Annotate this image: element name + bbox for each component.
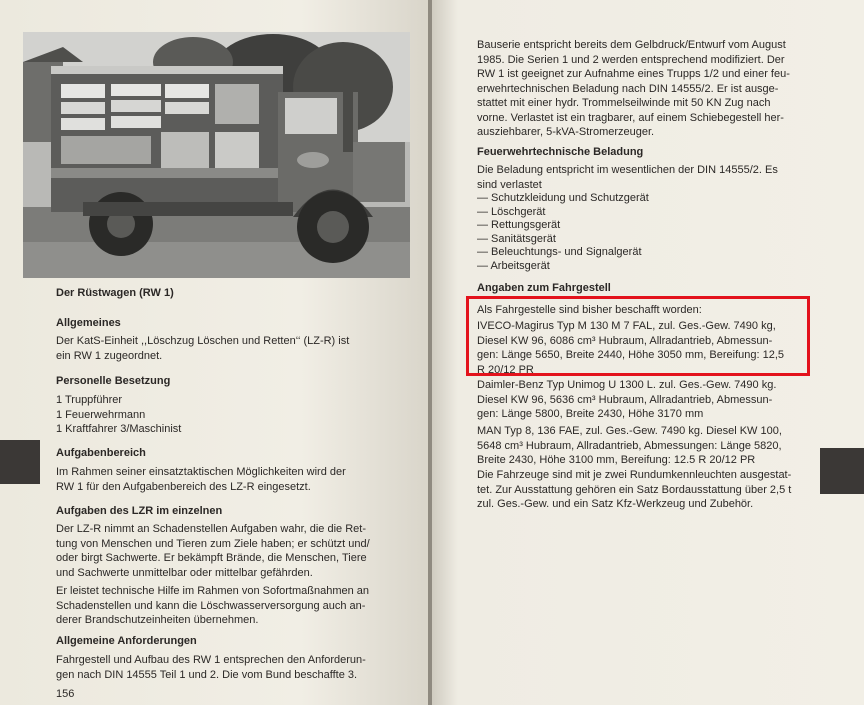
heading-besetzung: Personelle Besetzung — [56, 375, 171, 387]
fahrgestell-intro — [477, 303, 799, 318]
iveco-spec — [477, 319, 799, 377]
aufgabenbereich-text — [56, 465, 374, 494]
list-item: — Schutzkleidung und Schutzgerät — [477, 192, 649, 204]
list-item: — Sanitätsgerät — [477, 232, 556, 245]
text-line: tet. Zur Ausstattung gehören ein Satz Bordausstattung über 2,5 t — [477, 483, 792, 496]
text-line: 1985. Die Serien 1 und 2 werden entsprechend modifiziert. Der — [477, 53, 785, 66]
left-page — [0, 0, 430, 705]
text-line: Fahrgestell und Aufbau des RW 1 entsprechen den Anforderun- — [56, 654, 366, 666]
text-line: gen: Länge 5800, Breite 2430, Höhe 3170 mm — [477, 408, 704, 420]
text-line: MAN Typ 8, 136 FAE, zul. Ges.-Gew. 7490 kg. Diesel KW 100, — [477, 425, 782, 437]
aufgaben-lzr-para2 — [56, 584, 374, 628]
list-item: — Rettungsgerät — [477, 219, 561, 231]
text-line: Die Fahrzeuge sind mit je zwei Rundumkennleuchten ausgestat- — [477, 469, 792, 481]
text-line: Bauserie entspricht bereits dem Gelbdruck/Entwurf vom August — [477, 39, 786, 51]
text-line: ein RW 1 zugeordnet. — [56, 349, 163, 362]
aufgaben-lzr-para1 — [56, 522, 374, 580]
text-line: tung von Menschen und Tieren zum Ziele haben; er schützt und/ — [56, 537, 370, 550]
text-line: Breite 2430, Höhe 3100 mm, Bereifung: 12.5 R 20/12 PR — [477, 454, 756, 466]
text-line: Als Fahrgestelle sind bisher beschafft worden: — [477, 304, 702, 316]
text-line: Er leistet technische Hilfe im Rahmen von Sofortmaßnahmen an — [56, 585, 370, 597]
man-spec — [477, 424, 799, 468]
text-line: RW 1 ist geeignet zur Aufnahme eines Trupps 1/2 und einer feu- — [477, 68, 790, 80]
thumb-index-tab — [0, 440, 40, 484]
page-number-left: 156 — [56, 688, 75, 700]
text-line: IVECO-Magirus Typ M 130 M 7 FAL, zul. Ges.-Gew. 7490 kg, — [477, 320, 776, 332]
list-item: 1 Kraftfahrer 3/Maschinist — [56, 423, 182, 435]
intro-paragraph — [477, 38, 799, 140]
heading-anforderungen: Allgemeine Anforderungen — [56, 635, 197, 647]
text-line: Die Beladung entspricht im wesentlichen der DIN 14555/2. Es — [477, 164, 778, 176]
text-line: erwehrtechnischen Beladung nach DIN 14555/2. Er ist ausge- — [477, 82, 779, 95]
rw1-truck-illustration — [23, 32, 410, 278]
text-line: Schadenstellen und kann die Löschwasserversorgung auch an- — [56, 599, 366, 612]
heading-aufgaben-lzr: Aufgaben des LZR im einzelnen — [56, 505, 223, 517]
text-line: und Sachwerte unmittelbar oder mittelbar gefährden. — [56, 566, 313, 579]
text-line: Diesel KW 96, 5636 cm³ Hubraum, Allradantrieb, Abmessun- — [477, 393, 773, 406]
list-item: — Beleuchtungs- und Signalgerät — [477, 246, 642, 258]
text-line: Daimler-Benz Typ Unimog U 1300 L. zul. Ges.-Gew. 7490 kg. — [477, 379, 777, 391]
text-line: stattet mit einer hydr. Trommelseilwinde mit 50 KN Zug nach — [477, 97, 771, 109]
list-item: — Löschgerät — [477, 205, 546, 218]
text-line: gen: Länge 5650, Breite 2440, Höhe 3050 mm, Bereifung: 12,5 — [477, 349, 784, 361]
besetzung-list — [56, 393, 374, 437]
vehicle-photo — [23, 32, 410, 278]
text-line: Diesel KW 96, 6086 cm³ Hubraum, Allradantrieb, Abmessun- — [477, 334, 773, 347]
heading-beladung: Feuerwehrtechnische Beladung — [477, 146, 644, 158]
text-line: RW 1 für den Aufgabenbereich des LZ-R eingesetzt. — [56, 480, 311, 493]
text-line: zul. Ges.-Gew. und ein Satz Kfz-Werkzeug und Zubehör. — [477, 498, 754, 510]
text-line: sind verlastet — [477, 178, 542, 191]
heading-fahrgestell: Angaben zum Fahrgestell — [477, 282, 611, 294]
list-item: 1 Feuerwehrmann — [56, 408, 146, 421]
thumb-index-tab — [820, 448, 864, 494]
text-line: Der LZ-R nimmt an Schadenstellen Aufgaben wahr, die die Ret- — [56, 523, 366, 535]
text-line: Im Rahmen seiner einsatztaktischen Möglichkeiten wird der — [56, 466, 346, 478]
heading-allgemeines: Allgemeines — [56, 317, 121, 329]
text-line: Der KatS-Einheit ,,Löschzug Löschen und Retten‘‘ (LZ-R) ist — [56, 335, 350, 347]
anforderungen-text — [56, 653, 374, 682]
daimler-spec — [477, 378, 799, 422]
closing-paragraph — [477, 468, 799, 512]
text-line: oder birgt Sachwerte. Er bekämpft Brände, die Menschen, Tiere — [56, 552, 367, 564]
text-line: ausziehbarer, 5-kVA-Stromerzeuger. — [477, 126, 655, 138]
text-line: derer Brandschutzeinheiten übernehmen. — [56, 614, 259, 626]
photo-caption: Der Rüstwagen (RW 1) — [56, 287, 174, 299]
list-item: — Arbeitsgerät — [477, 259, 550, 272]
allgemeines-text — [56, 334, 374, 363]
text-line: R 20/12 PR — [477, 363, 534, 376]
list-item: 1 Truppführer — [56, 394, 123, 406]
text-line: vorne. Verlastet ist ein tragbarer, auf einem Schiebegestell her- — [477, 111, 784, 124]
text-line: 5648 cm³ Hubraum, Allradantrieb, Abmessungen: Länge 5820, — [477, 439, 782, 452]
text-line: gen nach DIN 14555 Teil 1 und 2. Die vom Bund beschaffte 3. — [56, 668, 358, 681]
heading-aufgabenbereich: Aufgabenbereich — [56, 447, 146, 459]
beladung-text — [477, 163, 799, 273]
